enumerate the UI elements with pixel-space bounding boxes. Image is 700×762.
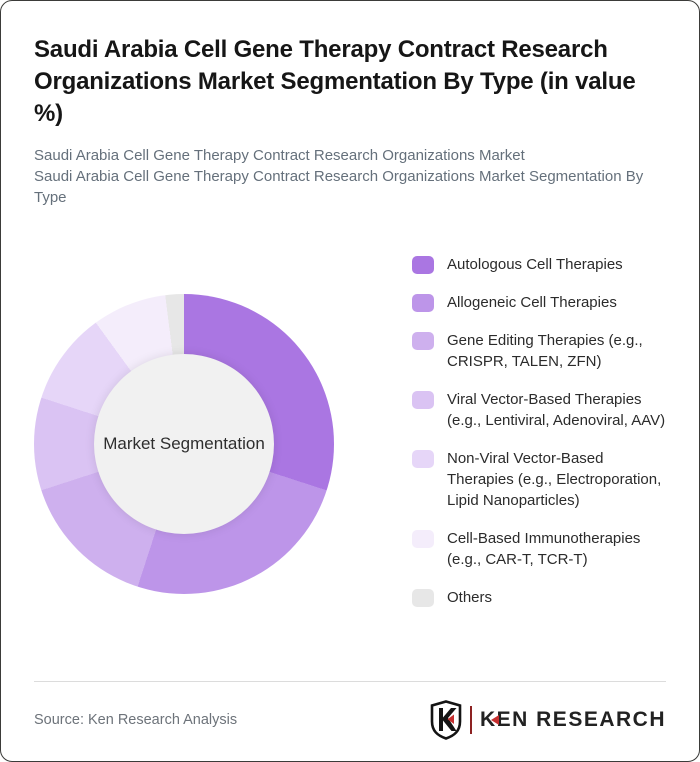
logo-text: KEN RESEARCH [479, 708, 666, 731]
subtitle-line-1: Saudi Arabia Cell Gene Therapy Contract Research Organizations Market [34, 147, 525, 164]
subtitle-block [34, 145, 666, 208]
legend-item-cell-based-immuno [412, 528, 666, 570]
donut-center-label: Market Segmentation [103, 434, 265, 453]
footer-divider [34, 681, 666, 682]
header [34, 34, 666, 208]
chart-area [34, 254, 666, 625]
donut-hole [94, 354, 274, 534]
legend-label: Non-Viral Vector-Based Therapies (e.g., Electroporation, Lipid Nanoparticles) [447, 450, 662, 509]
page-title: Saudi Arabia Cell Gene Therapy Contract Research Organizations Market Segmentation By Type (in value %) [34, 36, 636, 127]
subtitle-line-2: Saudi Arabia Cell Gene Therapy Contract Research Organizations Market Segmentation By Type [34, 168, 644, 206]
legend-item-allogeneic [412, 292, 666, 313]
legend-swatch [412, 530, 434, 548]
logo-separator [470, 706, 472, 734]
ken-shield-icon [430, 700, 462, 740]
donut-chart [34, 294, 334, 594]
legend-item-gene-editing [412, 330, 666, 372]
legend-item-non-viral-vector [412, 448, 666, 511]
ken-research-logo [430, 700, 666, 740]
legend-label: Viral Vector-Based Therapies (e.g., Lentiviral, Adenoviral, AAV) [447, 391, 666, 429]
legend-item-others [412, 587, 666, 608]
legend-label: Gene Editing Therapies (e.g., CRISPR, TALEN, ZFN) [447, 332, 643, 370]
legend [412, 254, 666, 625]
legend-item-viral-vector [412, 389, 666, 431]
legend-label: Allogeneic Cell Therapies [447, 294, 617, 311]
legend-swatch [412, 450, 434, 468]
logo-k-triangle-icon [491, 715, 499, 725]
footer [34, 681, 666, 740]
footer-row [34, 700, 666, 740]
legend-label: Others [447, 589, 493, 606]
legend-swatch [412, 256, 434, 274]
legend-label: Autologous Cell Therapies [447, 256, 623, 273]
legend-swatch [412, 332, 434, 350]
legend-swatch [412, 391, 434, 409]
legend-item-autologous [412, 254, 666, 275]
legend-swatch [412, 589, 434, 607]
legend-label: Cell-Based Immunotherapies (e.g., CAR-T, TCR-T) [447, 530, 641, 568]
legend-swatch [412, 294, 434, 312]
source-text: Source: Ken Research Analysis [34, 712, 238, 728]
